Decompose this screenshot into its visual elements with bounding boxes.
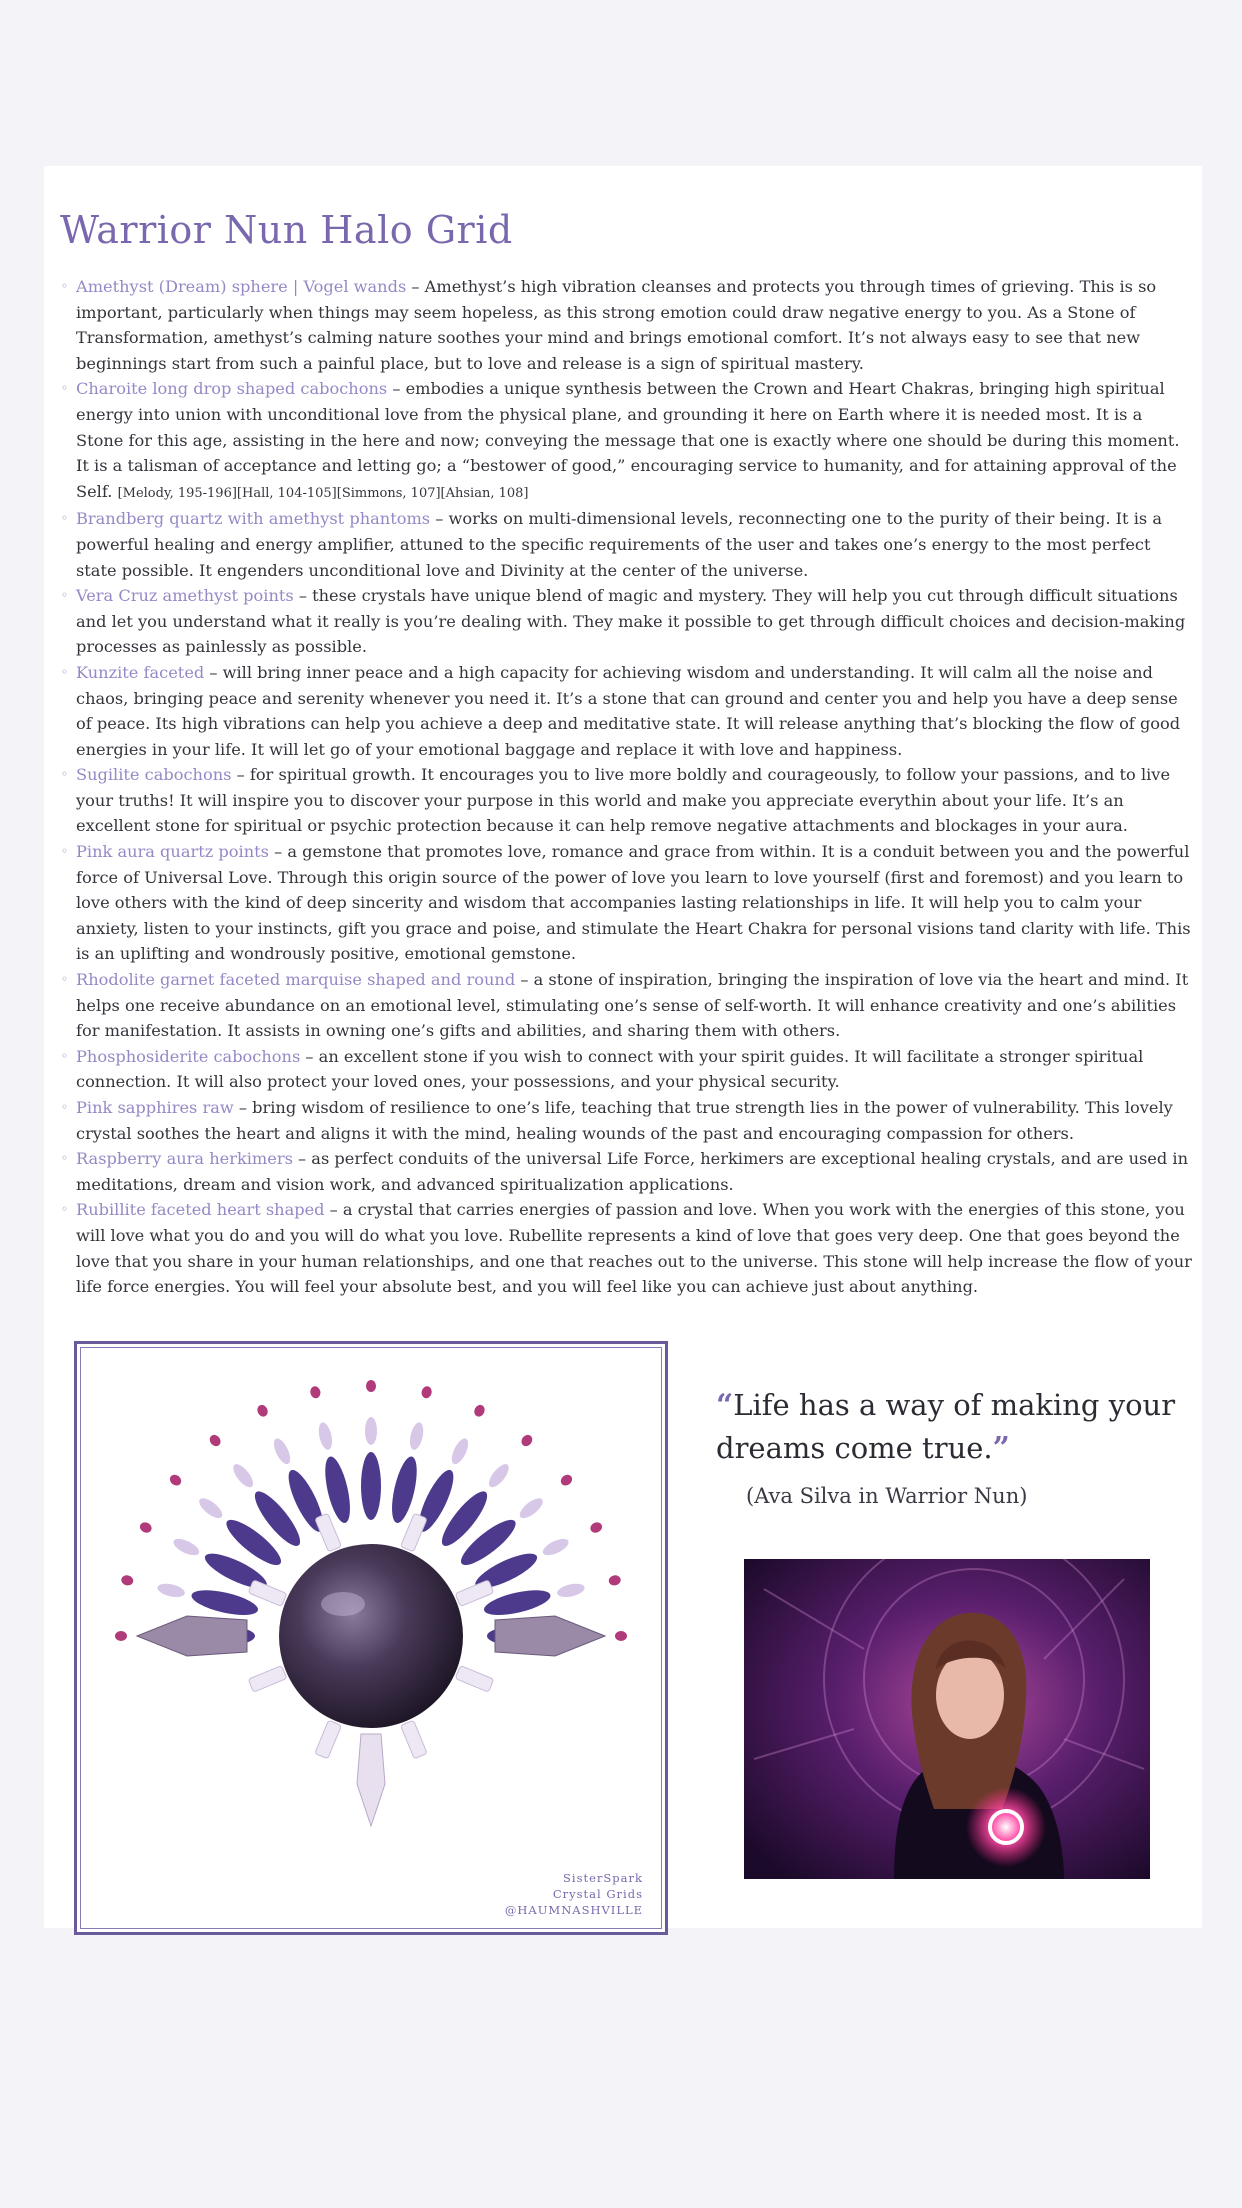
garnet-stone — [207, 1433, 222, 1449]
garnet-stone — [615, 1631, 627, 1641]
stone-name: Vera Cruz amethyst points — [76, 586, 294, 606]
herkimer-crystal — [315, 1720, 342, 1759]
garnet-stone — [472, 1403, 486, 1418]
quartz-point — [171, 1536, 201, 1559]
bullet-icon: ◦ — [61, 767, 69, 782]
quartz-point — [196, 1495, 225, 1522]
herkimer-crystal — [401, 1513, 428, 1552]
stone-list-item — [60, 1197, 1192, 1299]
quote — [716, 1384, 1186, 1470]
article-page — [44, 166, 1202, 1928]
herkimer-crystal — [248, 1666, 287, 1693]
stone-list — [60, 274, 1192, 1300]
stone-description: – these crystals have unique blend of magic and mystery. They will help you cut through difficult situations and let you understand what it really is you’re dealing with. They make it possible to get through difficult choices and decision-making processes as painlessly as possible. — [76, 586, 1186, 657]
quartz-point — [230, 1461, 257, 1490]
bullet-icon: ◦ — [61, 844, 69, 859]
crystal-grid-photo — [74, 1341, 668, 1935]
herkimer-crystal — [315, 1513, 342, 1552]
stone-name: Brandberg quartz with amethyst phantoms — [76, 509, 431, 529]
stone-references: [Melody, 195-196][Hall, 104-105][Simmons, 107][Ahsian, 108] — [117, 485, 529, 501]
bullet-icon: ◦ — [61, 1202, 69, 1217]
stone-list-item — [60, 839, 1192, 967]
quartz-point — [448, 1436, 471, 1466]
herkimer-crystal — [401, 1720, 428, 1759]
bullet-icon: ◦ — [61, 279, 69, 293]
stone-description: – for spiritual growth. It encourages you to live more boldly and courageously, to follow your passions, and to live your truths! It will inspire you to discover your purpose in this world and make you appreciate everythin about your life. It’s an excellent stone for spiritual or psychic protection because it can help remove negative attachments and blockages in your aura. — [76, 765, 1171, 836]
stone-list-item — [60, 376, 1192, 506]
stone-name: Pink sapphires raw — [76, 1098, 234, 1117]
bullet-icon: ◦ — [61, 664, 69, 679]
garnet-stone — [559, 1472, 575, 1487]
stone-name: Sugilite cabochons — [76, 765, 232, 785]
stone-description: – as perfect conduits of the universal Life Force, herkimers are exceptional healing crystals, and are used in meditations, dream and vision work, and advanced spiritualization applications. — [76, 1149, 1188, 1194]
stone-description: – a crystal that carries energies of passion and love. When you work with the energies of this stone, you will love what you do and you will do what you love. Rubellite represents a kind of love that goes very deep. One that goes beyond the love that you share in your human relationships, and one that reaches out to the universe. This stone will help increase the flow of your life force energies. You will feel your absolute best, and you will feel like you can achieve just about anything. — [76, 1200, 1192, 1297]
amethyst-sphere — [279, 1544, 463, 1728]
stone-description: – will bring inner peace and a high capacity for achieving wisdom and understanding. It will calm all the noise and chaos, bringing peace and serenity whenever you need it. It’s a stone that can ground and center you and help you have a deep sense of peace. Its high vibrations can help you achieve a deep and meditative state. It will release anything that’s blocking the flow of good energies in your life. It will let go of your emotional baggage and replace it with love and happiness. — [76, 662, 1181, 759]
stone-description: – bring wisdom of resilience to one’s life, teaching that true strength lies in the power of vulnerability. This lovely crystal soothes the heart and aligns it with the mind, healing wounds of the past and encouraging compassion for others. — [76, 1098, 1173, 1143]
charoite-cabochon — [361, 1452, 381, 1520]
bullet-icon: ◦ — [61, 1100, 69, 1114]
stone-description: – Amethyst’s high vibration cleanses and protects you through times of grieving. This is so important, particularly when things may seem hopeless, as this strong emotion could draw negative energy to you. As a Stone of Transformation, amethyst’s calming nature soothes your mind and brings emotional comfort. It’s not always easy to see that new beginnings start from such a painful place, but to love and release is a sign of spiritual mastery. — [76, 277, 1157, 373]
bullet-icon: ◦ — [61, 972, 69, 987]
quartz-point — [271, 1436, 294, 1466]
quartz-point — [316, 1421, 334, 1451]
quote-text: Life has a way of making your dreams come true. — [716, 1388, 1176, 1465]
quote-close-mark: ” — [992, 1431, 1010, 1466]
stone-list-item — [60, 1095, 1192, 1146]
garnet-stone — [115, 1631, 127, 1641]
herkimer-crystal — [455, 1666, 494, 1693]
herkimer-crystal — [248, 1580, 287, 1607]
quartz-point — [540, 1536, 570, 1559]
stone-list-item — [60, 583, 1192, 660]
stone-name: Kunzite faceted — [76, 662, 205, 682]
stone-description: – a gemstone that promotes love, romance and grace from within. It is a conduit between you and the powerful force of Universal Love. Through this origin source of the power of love you learn to love yourself (first and foremost) and you learn to love others with the kind of deep sincerity and wisdom that accompanies lasting relationships in life. It will help you to calm your anxiety, listen to your instincts, gift you grace and poise, and stimulate the Heart Chakra for personal visions tand clarity with life. This is an uplifting and wondrously positive, emotional gemstone. — [76, 842, 1191, 964]
stone-list-item — [60, 660, 1192, 762]
stone-name: Amethyst (Dream) sphere | Vogel wands — [76, 277, 407, 296]
quartz-point — [156, 1581, 186, 1599]
herkimer-crystal — [455, 1580, 494, 1607]
garnet-stone — [589, 1520, 604, 1534]
amethyst-wand-left — [137, 1616, 247, 1656]
bullet-icon: ◦ — [61, 588, 69, 603]
character-illustration — [744, 1559, 1150, 1879]
stone-name: Pink aura quartz points — [76, 842, 269, 862]
stone-name: Raspberry aura herkimers — [76, 1149, 293, 1169]
stone-name: Charoite long drop shaped cabochons — [76, 379, 388, 399]
stone-list-item — [60, 762, 1192, 839]
stone-list-item — [60, 1044, 1192, 1095]
watermark-line: Crystal Grids — [552, 1887, 643, 1901]
quartz-point — [408, 1421, 426, 1451]
character-photo — [744, 1559, 1150, 1879]
garnet-stone — [120, 1574, 134, 1586]
quartz-wand-bottom — [357, 1734, 385, 1826]
photo-watermark — [505, 1870, 643, 1918]
bullet-icon: ◦ — [61, 511, 69, 526]
garnet-stone — [138, 1520, 153, 1534]
garnet-stone — [366, 1380, 376, 1392]
quartz-point — [485, 1461, 512, 1490]
garnet-stone — [420, 1385, 432, 1399]
watermark-line: SisterSpark — [563, 1871, 643, 1885]
bullet-icon: ◦ — [61, 381, 69, 396]
stone-list-item — [60, 506, 1192, 583]
garnet-stone — [519, 1433, 534, 1449]
garnet-stone — [608, 1574, 622, 1586]
garnet-stone — [255, 1403, 269, 1418]
stone-name: Rhodolite garnet faceted marquise shaped and round — [76, 970, 516, 990]
stone-description: – works on multi-dimensional levels, reconnecting one to the purity of their being. It is a powerful healing and energy amplifier, attuned to the specific requirements of the user and takes one’s energy to the most perfect state possible. It engenders unconditional love and Divinity at the center of the universe. — [76, 509, 1162, 580]
amethyst-wand-right — [495, 1616, 605, 1656]
stone-list-item — [60, 967, 1192, 1044]
stone-name: Rubillite faceted heart shaped — [76, 1200, 325, 1220]
bullet-icon: ◦ — [61, 1151, 69, 1166]
bullet-icon: ◦ — [61, 1048, 69, 1063]
quote-attribution: (Ava Silva in Warrior Nun) — [746, 1484, 1028, 1508]
stone-description: – a stone of inspiration, bringing the inspiration of love via the heart and mind. It helps one receive abundance on an emotional level, stimulating one’s sense of self-worth. It will enhance creativity and one’s abilities for manifestation. It assists in owning one’s gifts and abilities, and sharing them with others. — [76, 970, 1189, 1041]
stone-name: Phosphosiderite cabochons — [76, 1046, 301, 1066]
stone-description: – embodies a unique synthesis between the Crown and Heart Chakras, bringing high spiritual energy into union with unconditional love from the physical plane, and grounding it here on Earth where it is needed most. It is a Stone for this age, assisting in the here and now; conveying the message that one is exactly where one should be during this moment. It is a talisman of acceptance and letting go; a “bestower of good,” encouraging service to humanity, and for attaining approval of the Self. — [76, 379, 1180, 501]
quartz-point — [556, 1581, 586, 1599]
garnet-stone — [168, 1472, 184, 1487]
watermark-line: @HAUMNASHVILLE — [504, 1903, 643, 1917]
stone-list-item — [60, 1146, 1192, 1197]
quote-open-mark: “ — [716, 1388, 734, 1423]
stone-list-item — [60, 274, 1192, 376]
stone-description: – an excellent stone if you wish to connect with your spirit guides. It will facilitate a stronger spiritual connection. It will also protect your loved ones, your possessions, and your physical security. — [76, 1046, 1144, 1092]
quartz-point — [365, 1417, 377, 1445]
page-title: Warrior Nun Halo Grid — [60, 208, 513, 252]
garnet-stone — [309, 1385, 321, 1399]
sphere-highlight — [321, 1592, 365, 1616]
crystal-grid-illustration — [77, 1344, 665, 1932]
quartz-point — [517, 1495, 546, 1522]
